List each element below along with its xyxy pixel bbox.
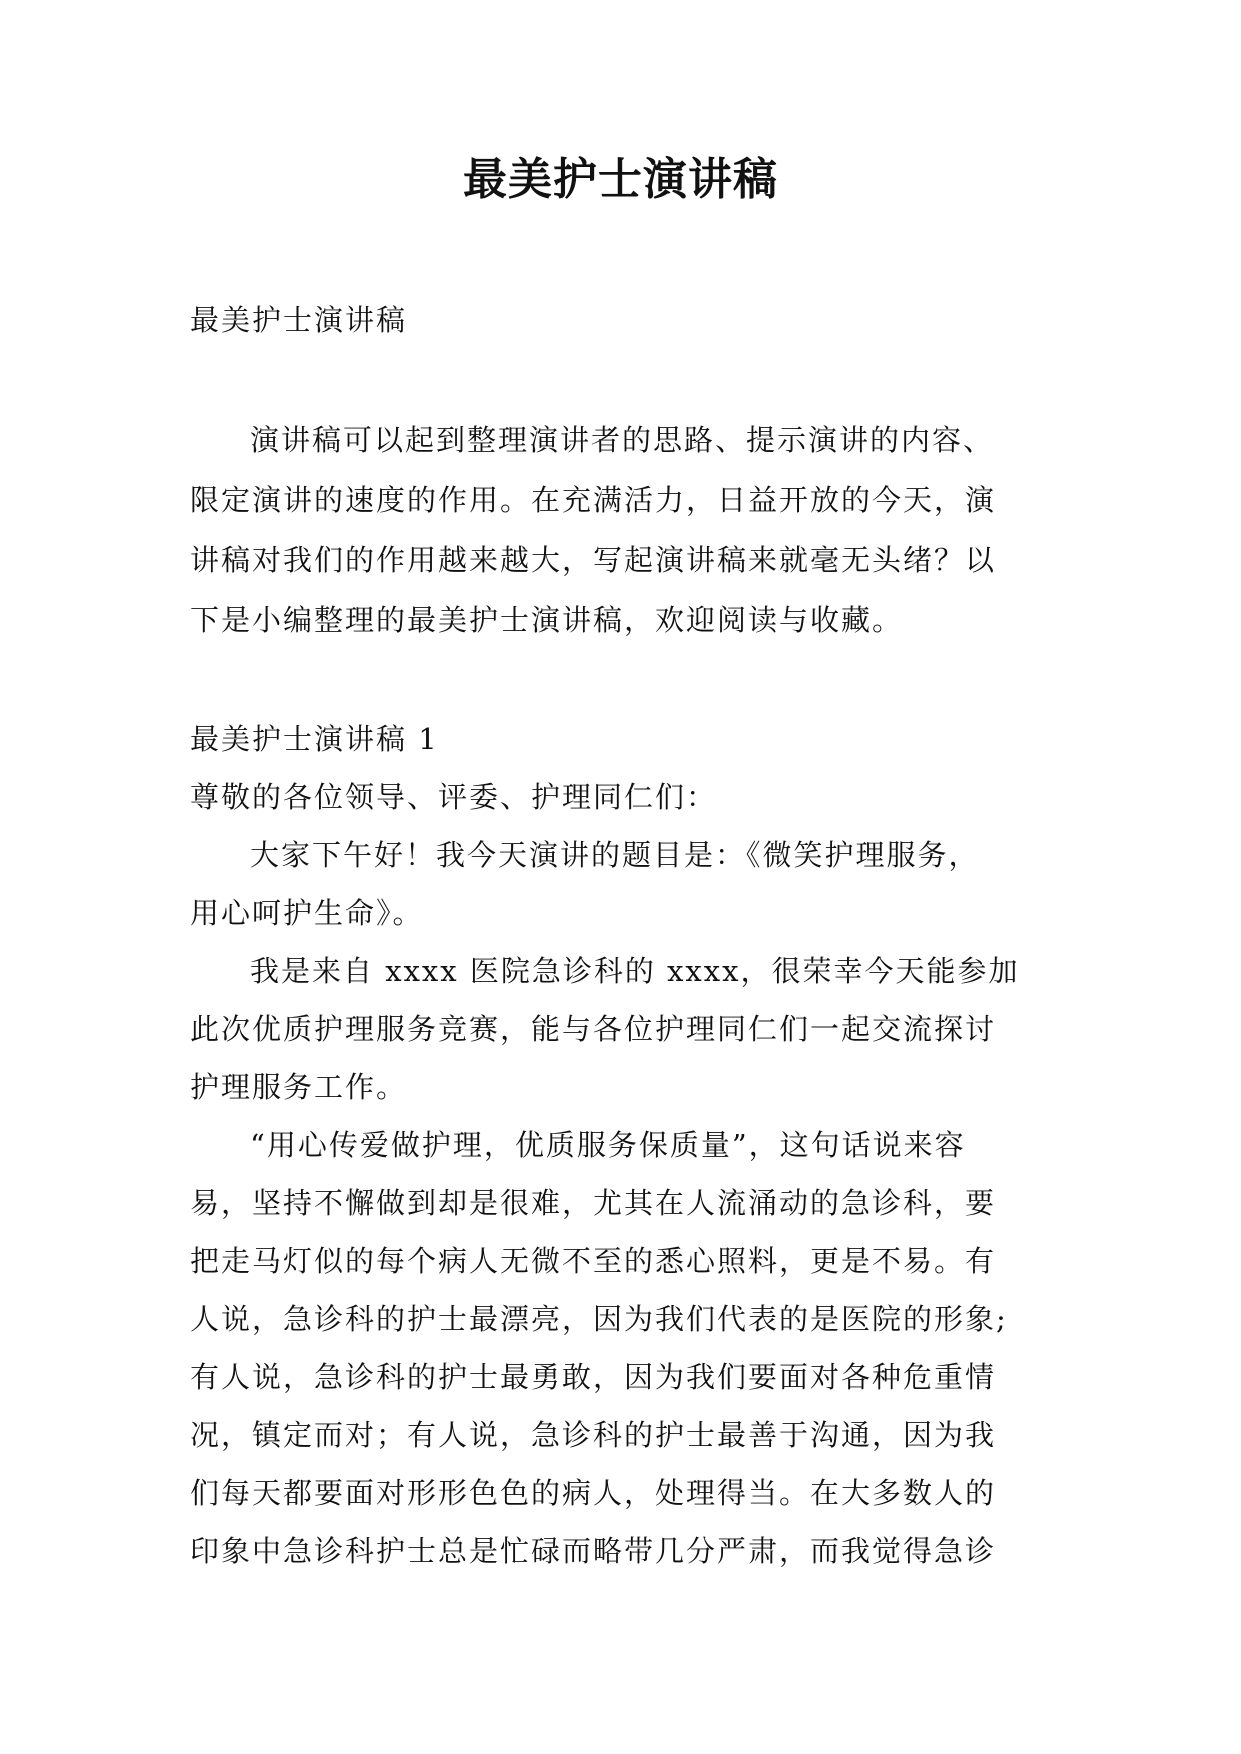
intro-paragraph (190, 410, 1070, 650)
paragraph-line: 大家下午好！我今天演讲的题目是：《微笑护理服务， (250, 838, 980, 872)
paragraph-line: 我是来自 xxxx 医院急诊科的 xxxx，很荣幸今天能参加 (250, 954, 1020, 988)
paragraph-line: 护理服务工作。 (190, 1070, 408, 1104)
section-heading: 最美护士演讲稿 1 (190, 722, 439, 756)
paragraph-line: 人说，急诊科的护士最漂亮，因为我们代表的是医院的形象; (190, 1302, 1008, 1336)
spacer (190, 350, 1070, 410)
paragraph-line: 此次优质护理服务竞赛，能与各位护理同仁们一起交流探讨 (190, 1012, 997, 1046)
subtitle: 最美护士演讲稿 (190, 303, 408, 337)
paragraph-line: 印象中急诊科护士总是忙碌而略带几分严肃，而我觉得急诊 (190, 1534, 997, 1568)
paragraph-line: 有人说，急诊科的护士最勇敢，因为我们要面对各种危重情 (190, 1360, 997, 1394)
greeting-paragraph (190, 826, 1070, 942)
self-intro-paragraph (190, 942, 1070, 1116)
paragraph-line: “用心传爱做护理，优质服务保质量”，这句话说来容 (250, 1128, 966, 1162)
document-body (190, 290, 1070, 1580)
paragraph-line: 易，坚持不懈做到却是很难，尤其在人流涌动的急诊科，要 (190, 1186, 997, 1220)
paragraph-line: 们每天都要面对形形色色的病人，处理得当。在大多数人的 (190, 1476, 997, 1510)
paragraph-line: 况，镇定而对；有人说，急诊科的护士最善于沟通，因为我 (190, 1418, 997, 1452)
paragraph-line: 讲稿对我们的作用越来越大，写起演讲稿来就毫无头绪？以 (190, 543, 997, 577)
paragraph-line: 限定演讲的速度的作用。在充满活力，日益开放的今天，演 (190, 483, 997, 517)
salutation: 尊敬的各位领导、评委、护理同仁们： (190, 780, 718, 814)
paragraph-line: 下是小编整理的最美护士演讲稿，欢迎阅读与收藏。 (190, 603, 904, 637)
spacer (190, 650, 1070, 710)
document-title: 最美护士演讲稿 (463, 154, 778, 205)
paragraph-line: 把走马灯似的每个病人无微不至的悉心照料，更是不易。有 (190, 1244, 997, 1278)
paragraph-line: 演讲稿可以起到整理演讲者的思路、提示演讲的内容、 (250, 423, 995, 457)
paragraph-line: 用心呵护生命》。 (190, 896, 424, 930)
body-paragraph (190, 1116, 1070, 1580)
